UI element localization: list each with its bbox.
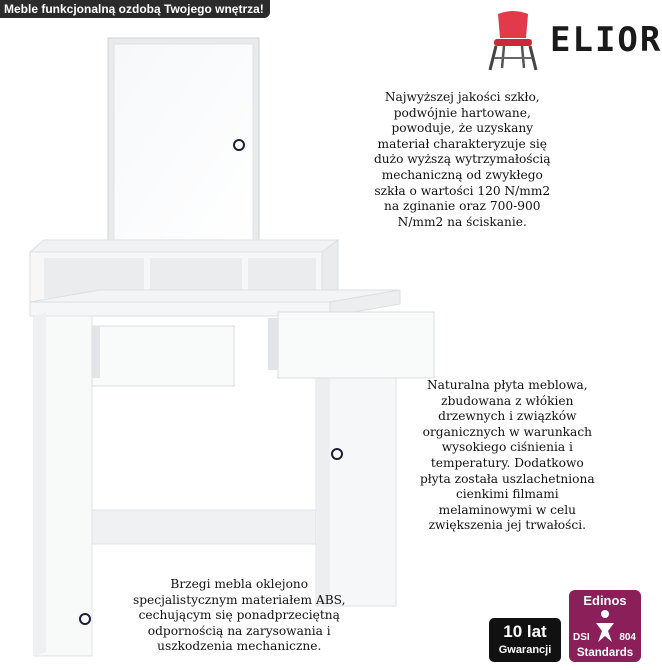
chair-icon xyxy=(480,10,546,72)
edinos-figure-icon xyxy=(590,609,620,643)
edinos-dsi: DSI xyxy=(573,632,590,643)
edinos-title: Edinos xyxy=(583,593,627,608)
warranty-years: 10 lat xyxy=(503,622,547,641)
brand-logo xyxy=(478,10,662,74)
annotation-mirror-glass: Najwyższej jakości szkło, podwójnie hartowane, powoduje, że uzyskany materiał charakteryzuje się dużo wyższą wytrzymałością mechaniczną od zwykłego szkła o wartości 120 N/mm2 na zginanie oraz 700-900 N/mm2 na ściskanie. xyxy=(374,90,551,229)
edinos-standards: Standards xyxy=(576,647,634,659)
edinos-standards-badge xyxy=(569,590,641,662)
annotation-marker-board xyxy=(331,448,343,460)
annotation-marker-edges xyxy=(79,613,91,625)
warranty-label: Gwarancji xyxy=(498,644,552,656)
warranty-badge xyxy=(489,618,561,662)
edinos-number: 804 xyxy=(619,632,636,643)
brand-name: ELIOR xyxy=(550,20,662,60)
annotation-board-material: Naturalna płyta meblowa, zbudowana z włókien drzewnych i związków organicznych w warunkach wysokiego ciśnienia i temperatury. Dodatkowo płyta została uszlachetniona cienkimi filmami melaminowymi w celu zwiększenia jej trwałości. xyxy=(420,378,595,533)
promo-banner: Meble funkcjonalną ozdobą Twojego wnętrza! xyxy=(0,0,270,18)
annotation-abs-edges: Brzegi mebla oklejono specjalistycznym materiałem ABS, cechującym się ponadprzeciętną odpornością na zarysowania i uszkodzenia mechaniczne. xyxy=(133,577,346,654)
annotation-marker-mirror xyxy=(233,139,245,151)
